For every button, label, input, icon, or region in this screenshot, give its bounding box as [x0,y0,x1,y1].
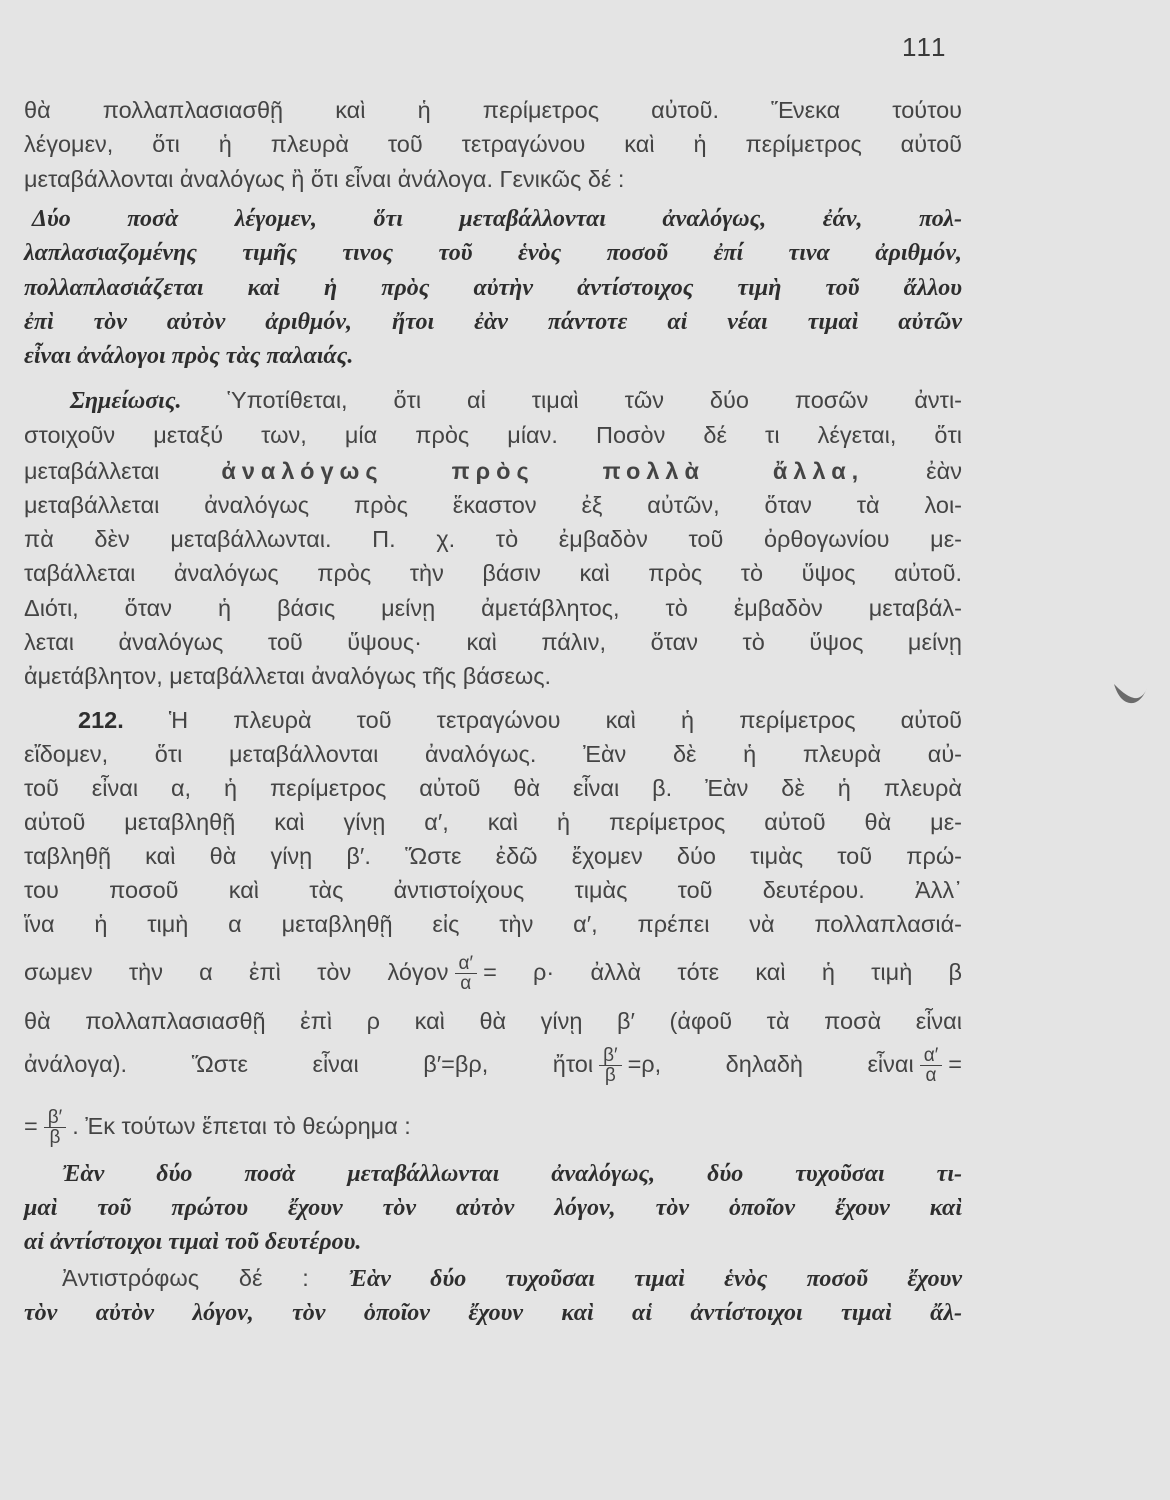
theorem-line: τὸν αὐτὸν λόγον, τὸν ὁποῖον ἔχουν καὶ αἱ ἀντίστοιχοι τιμαὶ ἄλ- [24,1300,962,1326]
text-line: ταβάλλεται ἀναλόγως πρὸς τὴν βάσιν καὶ πρὸς τὸ ὕψος αὐτοῦ. [24,560,962,586]
text-line: πὰ δὲν μεταβάλλωνται. Π. χ. τὸ ἐμβαδὸν τοῦ ὀρθογωνίου με- [24,526,962,552]
text-line: θὰ πολλαπλασιασθῇ καὶ ἡ περίμετρος αὐτοῦ. Ἕνεκα τούτου [24,97,962,123]
text-line: μεταβάλλονται ἀναλόγως ἢ ὅτι εἶναι ἀνάλογα. Γενικῶς δέ : [24,166,625,192]
note-line: Σημείωσις. Ὑποτίθεται, ὅτι αἱ τιμαὶ τῶν δύο ποσῶν ἀντι- [70,387,962,414]
definition-line: πολλαπλασιάζεται καὶ ἡ πρὸς αὐτὴν ἀντίστοιχος τιμὴ τοῦ ἄλλου [24,275,962,301]
equation-line: σωμεν τὴν α ἐπὶ τὸν λόγον $\frac{\alpha'}{\alpha}$ = ρ· ἀλλὰ τότε καὶ ἡ τιμὴ β [24,953,963,995]
theorem-line: Ἐὰν δύο ποσὰ μεταβάλλωνται ἀναλόγως, δύο τυχοῦσαι τι- [62,1161,962,1187]
text-line: λέγομεν, ὅτι ἡ πλευρὰ τοῦ τετραγώνου καὶ ἡ περίμετρος αὐτοῦ [24,131,962,157]
spaced-emphasis: ἀναλόγως πρὸς πολλὰ ἄλλα, [221,458,865,484]
fraction: $\frac{\beta'}{\beta}$ [599,1046,622,1085]
text-line: Διότι, ὅταν ἡ βάσις μείνῃ ἀμετάβλητος, τὸ ἐμβαδὸν μεταβάλ- [24,595,962,621]
definition-line: Δύο ποσὰ λέγομεν, ὅτι μεταβάλλονται ἀναλόγως, ἐάν, πολ- [32,206,962,232]
theorem-line: μαὶ τοῦ πρώτου ἔχουν τὸν αὐτὸν λόγον, τὸν ὁποῖον ἔχουν καὶ [24,1195,962,1221]
text-line: μεταβάλλεται ἀναλόγως πρὸς πολλὰ ἄλλα, ἐὰν [24,458,962,484]
converse-line: Ἀντιστρόφως δέ : Ἐὰν δύο τυχοῦσαι τιμαὶ ἑνὸς ποσοῦ ἔχουν [62,1265,962,1292]
text-line: τοῦ εἶναι α, ἡ περίμετρος αὐτοῦ θὰ εἶναι β. Ἐὰν δὲ ἡ πλευρὰ [24,775,962,801]
equation-line: = $\frac{\beta'}{\beta}$ . Ἐκ τούτων ἕπεται τὸ θεώρημα : [24,1107,411,1149]
definition-line: ἐπὶ τὸν αὐτὸν ἀριθμόν, ἤτοι ἐὰν πάντοτε αἱ νέαι τιμαὶ αὐτῶν [24,309,962,335]
fraction: $\frac{\alpha'}{\alpha}$ [455,954,478,993]
definition-line: λαπλασιαζομένης τιμῆς τινος τοῦ ἑνὸς ποσοῦ ἐπί τινα ἀριθμόν, [24,240,962,266]
text-line: εἴδομεν, ὅτι μεταβάλλονται ἀναλόγως. Ἐὰν δὲ ἡ πλευρὰ αὐ- [24,741,962,767]
fraction: $\frac{\beta'}{\beta}$ [44,1108,67,1147]
text-line: αὐτοῦ μεταβληθῇ καὶ γίνῃ α′, καὶ ἡ περίμετρος αὐτοῦ θὰ με- [24,809,962,835]
section-number: 212. [78,707,124,733]
ink-blot-icon [1112,676,1148,706]
text-line: μεταβάλλεται ἀναλόγως πρὸς ἕκαστον ἐξ αὐτῶν, ὅταν τὰ λοι- [24,492,962,518]
text-line: ἵνα ἡ τιμὴ α μεταβληθῇ εἰς τὴν α′, πρέπει νὰ πολλαπλασιά- [24,911,962,937]
text-line: λεται ἀναλόγως τοῦ ὕψους· καὶ πάλιν, ὅταν τὸ ὕψος μείνῃ [24,629,962,655]
section-212-line: 212. Ἡ πλευρὰ τοῦ τετραγώνου καὶ ἡ περίμετρος αὐτοῦ [78,707,962,733]
text-line: ταβληθῇ καὶ θὰ γίνῃ β′. Ὥστε ἐδῶ ἔχομεν δύο τιμὰς τοῦ πρώ- [24,843,962,869]
note-label: Σημείωσις. [70,388,182,414]
text-line: ἀμετάβλητον, μεταβάλλεται ἀναλόγως τῆς βάσεως. [24,663,552,689]
page-number: 111 [902,32,948,62]
text-line: στοιχοῦν μεταξύ των, μία πρὸς μίαν. Ποσὸν δέ τι λέγεται, ὅτι [24,422,962,448]
definition-line: εἶναι ἀνάλογοι πρὸς τὰς παλαιάς. [24,343,354,369]
equation-line: ἀνάλογα). Ὥστε εἶναι β′=βρ, ἤτοι $\frac{\beta'}{\beta}$ =ρ, δηλαδὴ εἶναι $\frac{\alpha'}{\alpha}$ = [24,1045,962,1087]
fraction: $\frac{\alpha'}{\alpha}$ [920,1046,943,1085]
text-line: θὰ πολλαπλασιασθῇ ἐπὶ ρ καὶ θὰ γίνῃ β′ (ἀφοῦ τὰ ποσὰ εἶναι [24,1008,962,1034]
theorem-line: αἱ ἀντίστοιχοι τιμαὶ τοῦ δευτέρου. [24,1229,362,1255]
text-line: του ποσοῦ καὶ τὰς ἀντιστοίχους τιμὰς τοῦ δευτέρου. Ἀλλ᾿ [24,877,962,903]
